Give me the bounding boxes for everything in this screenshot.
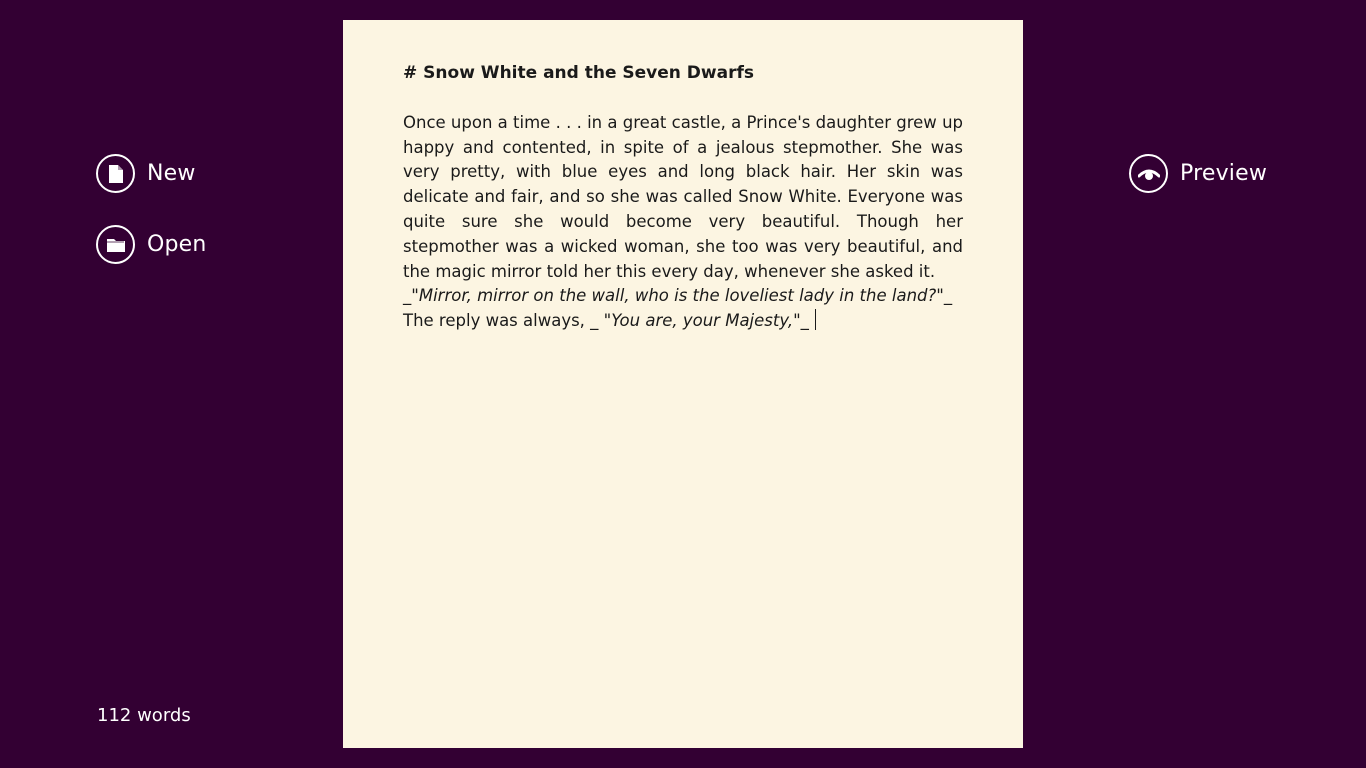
mirror-quote: Mirror, mirror on the wall, who is the loveliest lady in the land? xyxy=(418,286,937,306)
text-cursor xyxy=(815,309,816,330)
preview-button-label: Preview xyxy=(1180,161,1268,186)
reply-close-marker: "_ xyxy=(793,311,809,331)
folder-icon xyxy=(96,225,135,264)
reply-line xyxy=(403,309,963,334)
new-button-label: New xyxy=(147,161,196,186)
reply-quote: You are, your Majesty, xyxy=(611,311,794,331)
new-button[interactable] xyxy=(96,154,196,193)
document-heading: # Snow White and the Seven Dwarfs xyxy=(403,63,754,83)
eye-icon xyxy=(1129,154,1168,193)
document-icon xyxy=(96,154,135,193)
word-count: 112 words xyxy=(97,705,191,726)
reply-prefix: The reply was always, _ " xyxy=(403,311,612,331)
mirror-close-marker: "_ xyxy=(936,286,953,306)
open-button-label: Open xyxy=(147,232,207,257)
document-paragraph: Once upon a time . . . in a great castle, a Prince's daughter grew up happy and contented, in spite of a jealous stepmother. She was very pretty, with blue eyes and long black hair. Her skin was delicate and fair, and so she was called Snow White. Everyone was quite sure she would become very beautiful. Though her stepmother was a wicked woman, she too was very beautiful, and the magic mirror told her this every day, whenever she asked it. xyxy=(403,112,963,281)
preview-button[interactable] xyxy=(1129,154,1267,193)
open-button[interactable] xyxy=(96,225,207,264)
mirror-line xyxy=(403,284,963,309)
mirror-open-marker: _" xyxy=(403,286,419,306)
markdown-editor[interactable] xyxy=(403,61,963,334)
editor-page xyxy=(343,20,1023,748)
